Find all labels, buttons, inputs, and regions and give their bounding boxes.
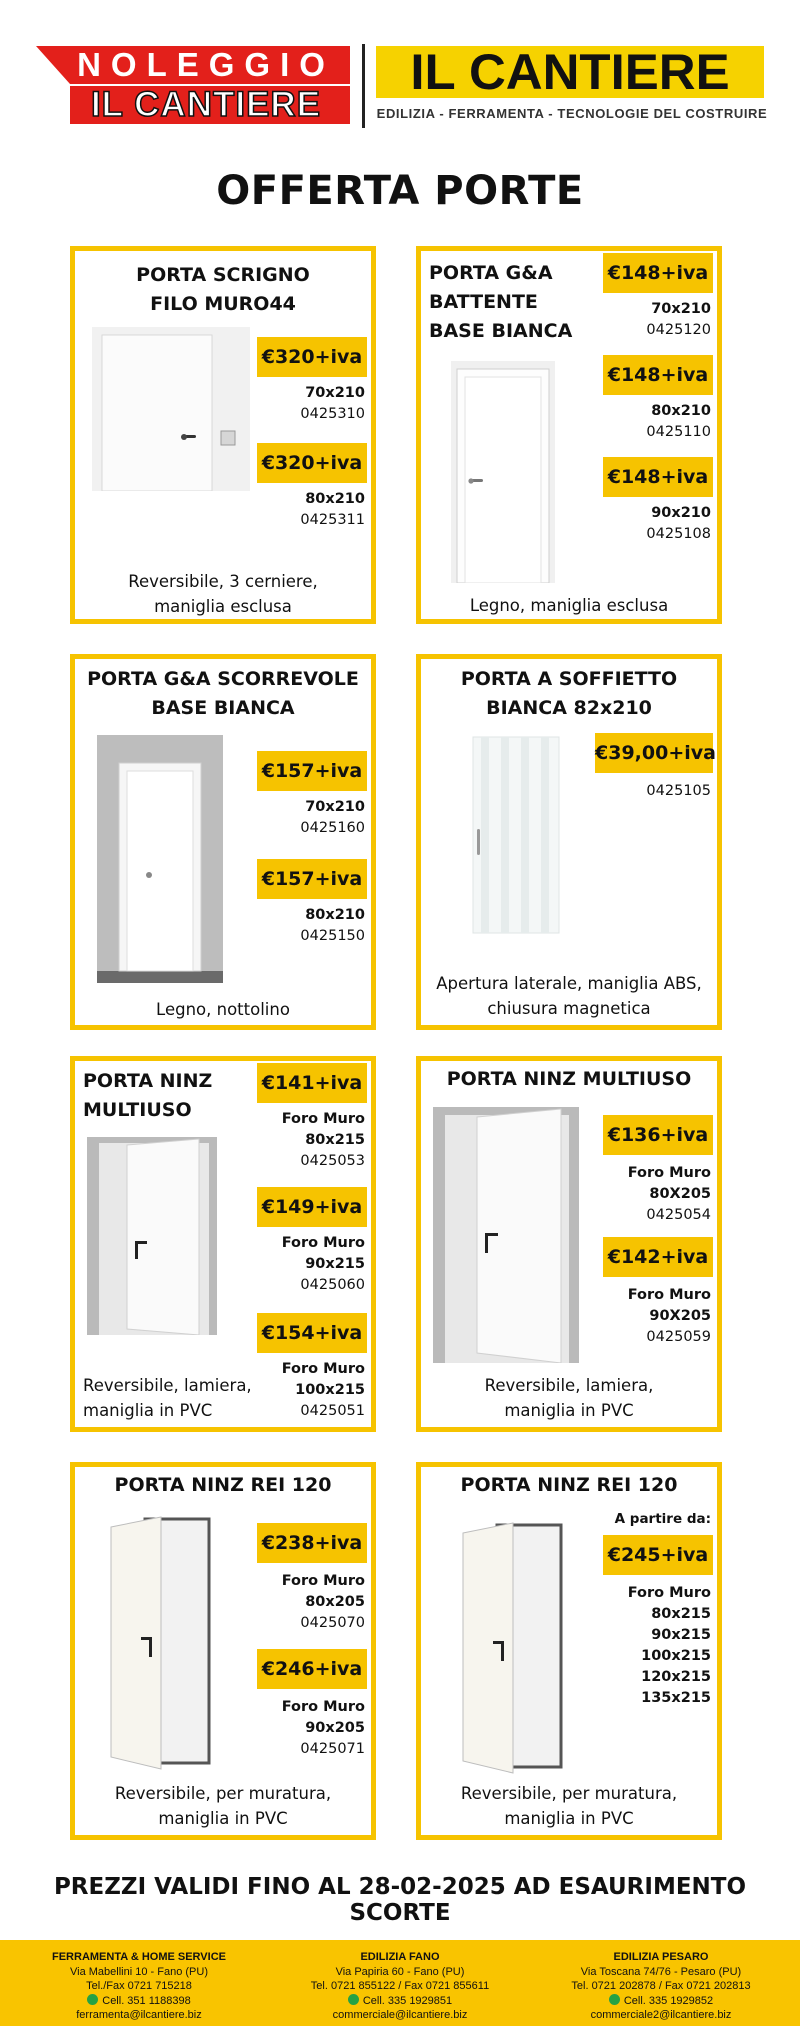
description-line1: Reversibile, per muratura,	[460, 1784, 678, 1803]
store-name: EDILIZIA FANO	[360, 1951, 440, 1963]
size-label: Foro Muro	[281, 1235, 365, 1251]
door-image-ninz-rei120	[105, 1513, 217, 1773]
size-label: Foro Muro	[627, 1287, 711, 1303]
door-size: 90x215	[651, 1627, 711, 1643]
store-address: Via Toscana 74/76 - Pesaro (PU)	[580, 1965, 742, 1978]
store-cell-number[interactable]: Cell. 335 1929852	[623, 1994, 714, 2007]
price-spec	[245, 489, 365, 531]
description-line2: maniglia in PVC	[504, 1809, 634, 1828]
product-title-line1: PORTA G&A SCORREVOLE	[87, 668, 359, 690]
price-badge: €157+iva	[257, 751, 367, 791]
product-title-line2: BIANCA 82x210	[486, 697, 652, 719]
store-cell[interactable]	[528, 1994, 794, 2009]
product-title	[421, 1471, 717, 1500]
product-code: 0425150	[300, 928, 365, 944]
price-badge: €148+iva	[603, 457, 713, 497]
store-phone[interactable]: Tel./Fax 0721 715218	[86, 1980, 192, 1992]
price-badge: €157+iva	[257, 859, 367, 899]
product-title-line2: BATTENTE	[429, 291, 538, 313]
price-spec	[591, 401, 711, 443]
price-spec	[591, 1163, 711, 1226]
description-line2: maniglia in PVC	[158, 1809, 288, 1828]
product-card-soffietto	[416, 654, 722, 1030]
il-cantiere-logo	[376, 44, 768, 128]
product-card-scrigno	[70, 246, 376, 624]
store-address: Via Mabellini 10 - Fano (PU)	[70, 1965, 208, 1978]
product-description	[421, 971, 717, 1021]
door-size: 90x205	[305, 1720, 365, 1736]
product-code: 0425110	[646, 424, 711, 440]
door-image-ninz-rei120	[457, 1519, 569, 1777]
store-email[interactable]: commerciale@ilcantiere.biz	[332, 2009, 468, 2021]
door-size: 80X205	[649, 1186, 711, 1202]
product-title-line1: PORTA SCRIGNO	[136, 264, 310, 286]
il-cantiere-tagline: EDILIZIA - FERRAMENTA - TECNOLOGIE DEL COSTRUIRE	[376, 106, 768, 121]
product-title	[83, 1067, 212, 1125]
product-description	[421, 593, 717, 618]
door-size: 70x210	[651, 301, 711, 317]
product-card-ga-battente	[416, 246, 722, 624]
price-badge: €142+iva	[603, 1237, 713, 1277]
price-spec	[591, 1583, 711, 1709]
door-image-ninz-multiuso	[433, 1107, 579, 1363]
price-badge: €148+iva	[603, 355, 713, 395]
description-line1: Legno, nottolino	[156, 1000, 290, 1019]
product-description	[421, 1373, 717, 1423]
door-image-ga-battente	[451, 361, 555, 583]
product-title	[421, 1065, 717, 1094]
price-spec	[591, 781, 711, 802]
door-image-soffietto	[471, 735, 561, 935]
price-badge: €141+iva	[257, 1063, 367, 1103]
price-spec	[591, 1285, 711, 1348]
price-badge: €136+iva	[603, 1115, 713, 1155]
offer-validity: PREZZI VALIDI FINO AL 28-02-2025 AD ESAURIMENTO SCORTE	[53, 1874, 747, 1926]
size-label: Foro Muro	[281, 1573, 365, 1589]
price-badge: €238+iva	[257, 1523, 367, 1563]
price-spec	[245, 1233, 365, 1296]
store-address: Via Papiria 60 - Fano (PU)	[335, 1965, 465, 1978]
product-code: 0425160	[300, 820, 365, 836]
product-card-ninz-rei120-1	[70, 1462, 376, 1840]
il-cantiere-logo-text: IL CANTIERE	[410, 44, 730, 100]
price-spec	[245, 1697, 365, 1760]
product-code: 0425053	[300, 1153, 365, 1169]
door-size: 70x210	[305, 799, 365, 815]
store-ferramenta	[6, 1950, 272, 2023]
price-badge: €149+iva	[257, 1187, 367, 1227]
door-size: 80x215	[305, 1132, 365, 1148]
product-title-line1: PORTA NINZ MULTIUSO	[446, 1068, 692, 1090]
size-label: Foro Muro	[281, 1361, 365, 1377]
product-title	[75, 261, 371, 319]
product-title-line1: PORTA A SOFFIETTO	[460, 668, 678, 690]
price-spec	[245, 797, 365, 839]
door-size: 90x210	[651, 505, 711, 521]
noleggio-logo-line1: NOLEGGIO	[77, 46, 335, 83]
product-card-ninz-multiuso-1	[70, 1056, 376, 1432]
product-code: 0425070	[300, 1615, 365, 1631]
product-card-ga-scorrevole	[70, 654, 376, 1030]
product-title	[421, 665, 717, 723]
door-size: 135x215	[641, 1690, 711, 1706]
door-size: 100x215	[295, 1382, 365, 1398]
door-size: 80x210	[305, 907, 365, 923]
door-image-ga-scorrevole	[97, 735, 223, 983]
product-code: 0425051	[300, 1403, 365, 1419]
product-title-line3: BASE BIANCA	[429, 320, 573, 342]
description-line2: chiusura magnetica	[487, 999, 651, 1018]
product-code: 0425060	[300, 1277, 365, 1293]
price-spec	[591, 503, 711, 545]
size-label: Foro Muro	[281, 1699, 365, 1715]
price-spec	[245, 1109, 365, 1172]
price-badge: €246+iva	[257, 1649, 367, 1689]
door-image-scrigno	[92, 327, 250, 491]
store-cell[interactable]	[6, 1994, 272, 2009]
noleggio-logo	[36, 46, 354, 124]
description-line1: Reversibile, lamiera,	[83, 1376, 252, 1395]
door-size: 70x210	[305, 385, 365, 401]
noleggio-logo-line2: IL CANTIERE	[90, 85, 322, 124]
store-edilizia-pesaro	[528, 1950, 794, 2023]
product-description	[75, 1781, 371, 1831]
price-badge: €245+iva	[603, 1535, 713, 1575]
store-cell-number[interactable]: Cell. 351 1188398	[102, 1994, 191, 2007]
product-title-line1: PORTA NINZ	[83, 1070, 213, 1092]
store-edilizia-fano	[267, 1950, 533, 2023]
product-code: 0425105	[646, 783, 711, 799]
description-line2: maniglia esclusa	[154, 597, 292, 616]
store-name: FERRAMENTA & HOME SERVICE	[52, 1951, 226, 1963]
description-line1: Reversibile, per muratura,	[114, 1784, 332, 1803]
size-label: Foro Muro	[627, 1165, 711, 1181]
price-badge: €148+iva	[603, 253, 713, 293]
logo-divider	[362, 44, 365, 128]
product-title-line1: PORTA G&A	[429, 262, 553, 284]
price-spec	[591, 299, 711, 341]
door-size: 80x215	[651, 1606, 711, 1622]
product-title	[429, 259, 572, 346]
product-code: 0425120	[646, 322, 711, 338]
whatsapp-icon	[348, 1994, 359, 2005]
description-line1: Reversibile, 3 cerniere,	[128, 572, 318, 591]
door-size: 100x215	[641, 1648, 711, 1664]
product-card-ninz-rei120-2	[416, 1462, 722, 1840]
door-size: 120x215	[641, 1669, 711, 1685]
size-label: Foro Muro	[281, 1111, 365, 1127]
door-size: 80x210	[305, 491, 365, 507]
description-line1: Reversibile, lamiera,	[484, 1376, 654, 1395]
product-description	[83, 1373, 273, 1423]
price-badge: €320+iva	[257, 443, 367, 483]
store-name: EDILIZIA PESARO	[613, 1951, 709, 1963]
door-size: 90x215	[305, 1256, 365, 1272]
description-line1: Legno, maniglia esclusa	[469, 596, 669, 615]
product-title	[75, 665, 371, 723]
door-size: 80x210	[651, 403, 711, 419]
door-size: 80x205	[305, 1594, 365, 1610]
product-title-line2: BASE BIANCA	[151, 697, 295, 719]
product-title-line1: PORTA NINZ REI 120	[114, 1474, 332, 1496]
product-code: 0425054	[646, 1207, 711, 1223]
store-cell[interactable]	[267, 1994, 533, 2009]
price-badge: €39,00+iva	[595, 733, 713, 773]
description-line2: maniglia in PVC	[83, 1401, 213, 1420]
product-code: 0425311	[300, 512, 365, 528]
price-spec	[245, 383, 365, 425]
product-code: 0425310	[300, 406, 365, 422]
page-title: OFFERTA PORTE	[216, 168, 584, 214]
product-code: 0425108	[646, 526, 711, 542]
product-title	[75, 1471, 371, 1500]
product-code: 0425071	[300, 1741, 365, 1757]
description-line1: Apertura laterale, maniglia ABS,	[436, 974, 702, 993]
size-label: Foro Muro	[627, 1585, 711, 1601]
product-description	[75, 569, 371, 619]
store-cell-number[interactable]: Cell. 335 1929851	[362, 1994, 453, 2007]
product-description	[421, 1781, 717, 1831]
price-badge: €320+iva	[257, 337, 367, 377]
price-spec	[245, 905, 365, 947]
store-footer	[0, 1940, 800, 2026]
product-title-line1: PORTA NINZ REI 120	[460, 1474, 678, 1496]
store-phone[interactable]: Tel. 0721 855122 / Fax 0721 855611	[310, 1980, 490, 1992]
price-badge: €154+iva	[257, 1313, 367, 1353]
product-title-line2: FILO MURO44	[150, 293, 296, 315]
store-email[interactable]: commerciale2@ilcantiere.biz	[590, 2009, 732, 2021]
whatsapp-icon	[87, 1994, 98, 2005]
door-size: 90X205	[649, 1308, 711, 1324]
store-email[interactable]: ferramenta@ilcantiere.biz	[76, 2009, 202, 2021]
product-card-ninz-multiuso-2	[416, 1056, 722, 1432]
whatsapp-icon	[609, 1994, 620, 2005]
starting-from-note: A partire da:	[614, 1511, 711, 1527]
product-title-line2: MULTIUSO	[83, 1099, 192, 1121]
product-description	[75, 997, 371, 1022]
door-image-ninz-multiuso	[87, 1137, 217, 1335]
product-code: 0425059	[646, 1329, 711, 1345]
description-line2: maniglia in PVC	[504, 1401, 634, 1420]
store-phone[interactable]: Tel. 0721 202878 / Fax 0721 202813	[571, 1980, 751, 1992]
price-spec	[245, 1571, 365, 1634]
